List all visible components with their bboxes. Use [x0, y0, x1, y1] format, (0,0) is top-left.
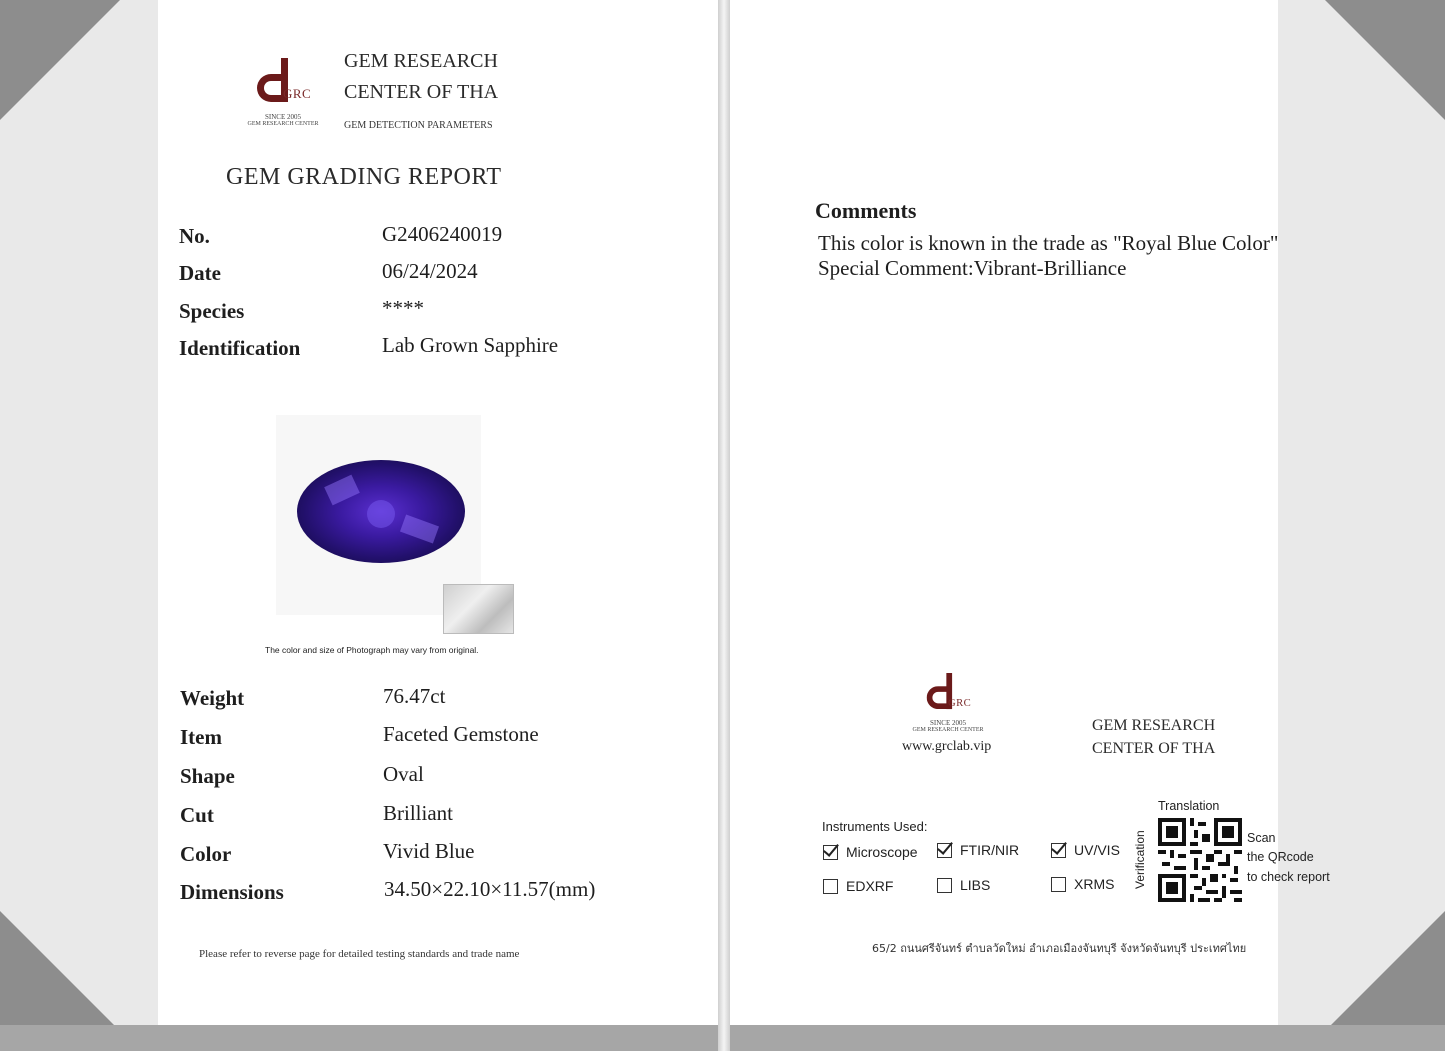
checkbox-edxrf[interactable]: EDXRF: [823, 878, 893, 894]
checkbox-checked-icon: [937, 843, 952, 858]
folder-corner: [0, 0, 120, 120]
folder-spine: [718, 0, 730, 1051]
org-params: GEM DETECTION PARAMETERS: [344, 120, 493, 131]
field-value-weight: 76.47ct: [383, 684, 446, 708]
scan-text: the QRcode: [1247, 850, 1314, 864]
field-label-weight: Weight: [180, 686, 245, 710]
field-value-shape: Oval: [383, 762, 424, 786]
field-value-item: Faceted Gemstone: [383, 722, 539, 746]
comments-title: Comments: [815, 198, 917, 223]
field-label-no: No.: [179, 224, 210, 248]
qr-code-icon[interactable]: [1157, 818, 1243, 902]
checkbox-xrms[interactable]: XRMS: [1051, 876, 1114, 892]
address: 65/2 ถนนศรีจันทร์ ตำบลวัดใหม่ อำเภอเมืองจันทบุรี จังหวัดจันทบุรี ประเทศไทย: [872, 942, 1247, 955]
gem-photo: [297, 460, 465, 563]
logo-since: SINCE 2005: [265, 113, 301, 121]
checkbox-empty-icon: [1051, 877, 1066, 892]
website-link[interactable]: www.grclab.vip: [902, 739, 992, 754]
field-label-date: Date: [179, 261, 221, 285]
photo-note: The color and size of Photograph may vary from original.: [265, 645, 479, 655]
field-label-dimensions: Dimensions: [180, 880, 284, 904]
field-label-item: Item: [180, 725, 222, 749]
checkbox-microscope[interactable]: Microscope: [823, 844, 918, 860]
grc-logo-icon: [253, 58, 313, 113]
qr-translation-label: Translation: [1158, 799, 1220, 813]
field-label-shape: Shape: [180, 764, 235, 788]
grc-logo-small: GRC SINCE 2005 GEM RESEARCH CENTER: [912, 673, 984, 734]
field-label-species: Species: [179, 299, 245, 323]
field-value-cut: Brilliant: [383, 801, 453, 825]
checkbox-checked-icon: [1051, 843, 1066, 858]
field-value-dimensions: 34.50×22.10×11.57(mm): [384, 877, 596, 901]
logo-subtitle: GEM RESEARCH CENTER: [247, 121, 319, 127]
org-name: GEM RESEARCH CENTER OF THA: [344, 50, 499, 103]
field-value-no: G2406240019: [382, 222, 503, 246]
field-label-cut: Cut: [180, 803, 214, 827]
checkbox-checked-icon: [823, 845, 838, 860]
field-value-species: ****: [382, 296, 424, 320]
qr-verification-label: Verification: [1133, 830, 1147, 890]
report-title: GEM GRADING REPORT: [226, 164, 502, 190]
hologram-sticker: [443, 584, 514, 634]
instruments-title: Instruments Used:: [822, 819, 928, 834]
checkbox-empty-icon: [937, 878, 952, 893]
scan-text: Scan: [1247, 831, 1276, 845]
logo-text: GRC: [283, 86, 312, 101]
comment-line: This color is known in the trade as "Royal Blue Color": [818, 231, 1279, 255]
field-value-color: Vivid Blue: [383, 839, 475, 863]
org-name-right: GEM RESEARCH CENTER OF THA: [1092, 717, 1216, 757]
footer-note: Please refer to reverse page for detailed testing standards and trade name: [199, 948, 520, 960]
field-label-color: Color: [180, 842, 232, 866]
checkbox-uv-vis[interactable]: UV/VIS: [1051, 842, 1120, 858]
grc-logo: [243, 58, 323, 128]
checkbox-libs[interactable]: LIBS: [937, 877, 990, 893]
field-value-date: 06/24/2024: [382, 259, 478, 283]
scan-text: to check report: [1247, 870, 1330, 884]
folder-corner: [1325, 0, 1445, 120]
checkbox-ftir-nir[interactable]: FTIR/NIR: [937, 842, 1019, 858]
comment-line: Special Comment:Vibrant-Brilliance: [818, 256, 1127, 280]
checkbox-empty-icon: [823, 879, 838, 894]
field-label-identification: Identification: [179, 336, 301, 360]
grc-logo-icon: GRC: [923, 673, 972, 711]
field-value-identification: Lab Grown Sapphire: [382, 333, 559, 357]
